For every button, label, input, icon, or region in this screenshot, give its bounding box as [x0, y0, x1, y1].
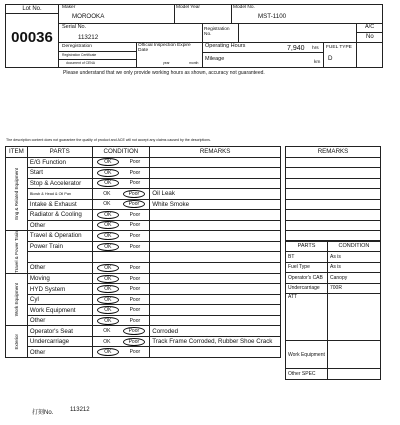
month-label: month	[189, 61, 199, 65]
condition-poor: Poor	[129, 232, 141, 239]
condition-poor: Poor	[129, 349, 141, 356]
remarks-line-cell	[286, 157, 381, 168]
condition-ok: OK	[97, 169, 119, 177]
remark	[150, 273, 281, 284]
part-name: Intake & Exhaust	[27, 199, 92, 210]
condition-cell	[92, 168, 150, 179]
remark	[150, 241, 281, 252]
v6	[136, 42, 137, 68]
condition-cell	[92, 157, 150, 168]
condition-cell	[92, 273, 150, 284]
condition-poor: Poor	[129, 211, 141, 218]
condition-ok: OK	[97, 285, 119, 293]
remark	[150, 305, 281, 316]
condition-ok: OK	[97, 179, 119, 187]
item-group-label: Exterior	[13, 333, 19, 350]
inspection-label: Official Inspection Expire Date	[138, 43, 191, 53]
remarks-line-cell	[286, 210, 381, 221]
maker-value: MOROOKA	[72, 13, 105, 20]
spec-part: BT	[286, 252, 328, 263]
condition-cell	[92, 189, 150, 200]
remark: Oil Leak	[150, 189, 281, 200]
remarks-line	[286, 199, 381, 210]
remark	[150, 315, 281, 326]
spec-condition	[327, 341, 380, 369]
table-row	[6, 199, 281, 210]
remark	[150, 168, 281, 179]
condition-cell	[92, 305, 150, 316]
condition-cell	[92, 231, 150, 242]
spec-condition: 700R	[327, 283, 380, 294]
condition-ok: OK	[97, 232, 119, 240]
condition-ok: OK	[97, 221, 119, 229]
serial-value: 113212	[78, 34, 99, 41]
maker-label: Maker	[62, 5, 76, 10]
part-name: Radiator & Cooling	[27, 210, 92, 221]
remarks-line	[286, 157, 381, 168]
fuel-label: FUEL TYPE	[326, 45, 352, 50]
notice-hours: Please understand that we only provide working hours as shown, accuracy not guaranteed.	[63, 70, 265, 76]
part-name: E/G Function	[27, 157, 92, 168]
remark	[150, 263, 281, 274]
table-row	[6, 210, 281, 221]
part-name: Stop & Accelerator	[27, 178, 92, 189]
spec-condition: Canopy	[327, 273, 380, 284]
lot-box	[5, 4, 59, 68]
part-name: Other	[27, 220, 92, 231]
col-parts: PARTS	[27, 147, 92, 158]
spec-col-parts: PARTS	[286, 241, 328, 252]
condition-cell	[92, 263, 150, 274]
condition-cell	[92, 326, 150, 337]
remark	[150, 210, 281, 221]
dereg-div2	[59, 59, 136, 60]
remarks-line-cell	[286, 178, 381, 189]
model-no-value: MST-1100	[258, 13, 287, 20]
spec-row	[286, 252, 381, 263]
table-row	[6, 326, 281, 337]
remark	[150, 220, 281, 231]
remark: Track Frame Corroded, Rubber Shoe Crack	[150, 336, 281, 347]
condition-ok: OK	[97, 306, 119, 314]
table-row	[6, 189, 281, 200]
part-name: Undercarriage	[27, 336, 92, 347]
v3	[202, 23, 203, 42]
table-row	[6, 168, 281, 179]
km-unit: km	[314, 60, 321, 65]
remarks-line	[286, 220, 381, 231]
condition-cell	[92, 178, 150, 189]
spec-part: Operator's CAB	[286, 273, 328, 284]
table-row	[6, 294, 281, 305]
dereg-div1	[59, 51, 136, 52]
condition-poor: Poor	[129, 169, 141, 176]
spec-row	[286, 262, 381, 273]
spec-part: ATT	[286, 294, 328, 341]
part-name: Other	[27, 347, 92, 358]
condition-ok: OK	[97, 211, 119, 219]
spec-row	[286, 273, 381, 284]
condition-poor: Poor	[129, 264, 141, 271]
model-no-label: Model No.	[233, 5, 255, 10]
spec-condition: As is	[327, 252, 380, 263]
row1-divider	[59, 23, 383, 24]
condition-ok: OK	[97, 348, 119, 356]
lot-label: Lot No.	[6, 5, 58, 14]
doc-cena-label: document of CENA	[66, 61, 96, 65]
condition-cell	[92, 315, 150, 326]
condition-poor: Poor	[129, 159, 141, 166]
spec-row	[286, 341, 381, 369]
part-name: Other	[27, 315, 92, 326]
remarks-line	[286, 210, 381, 221]
condition-ok: OK	[103, 190, 111, 197]
table-row	[6, 336, 281, 347]
v1	[174, 4, 175, 23]
table-row	[6, 178, 281, 189]
remarks-line	[286, 189, 381, 200]
condition-ok: OK	[97, 264, 119, 272]
op-hours-value: 7,940	[287, 45, 305, 52]
condition-cell	[92, 199, 150, 210]
condition-ok: OK	[97, 317, 119, 325]
condition-ok: OK	[97, 158, 119, 166]
ac-divider	[356, 32, 383, 33]
ac-label: A/C	[365, 24, 375, 30]
part-name: Cyl	[27, 294, 92, 305]
table-row	[6, 241, 281, 252]
remark	[150, 252, 281, 263]
remark	[150, 284, 281, 295]
condition-ok: OK	[103, 338, 111, 345]
ac-value: No	[366, 34, 374, 40]
op-hours-label: Operating Hours	[205, 43, 246, 49]
spec-condition: As is	[327, 262, 380, 273]
hrs-unit: hrs	[312, 46, 319, 51]
part-name: HYD System	[27, 284, 92, 295]
notice-disclaimer: The description content does not guarantee the quality of product and ACE will not accept any claims caused by the descriptions.	[6, 138, 211, 142]
condition-cell	[92, 210, 150, 221]
condition-poor: Poor	[129, 307, 141, 314]
part-name: Blowb & Head & Oil Pan	[27, 189, 92, 200]
spec-part: Other SPEC	[286, 369, 328, 380]
v7	[202, 42, 203, 68]
v8	[323, 42, 324, 68]
condition-ok: OK	[97, 275, 119, 283]
spec-part: Undercarriage	[286, 283, 328, 294]
condition-poor: Poor	[129, 243, 141, 250]
table-row	[6, 284, 281, 295]
condition-cell	[92, 241, 150, 252]
item-group-label: Travel & Power Train	[13, 231, 19, 273]
remarks-line	[286, 178, 381, 189]
condition-poor: Poor	[123, 200, 145, 208]
part-name: Start	[27, 168, 92, 179]
condition-poor: Poor	[129, 222, 141, 229]
remark	[150, 294, 281, 305]
condition-cell	[92, 336, 150, 347]
spec-condition	[327, 369, 380, 380]
spec-col-condition: CONDITION	[327, 241, 380, 252]
table-row	[6, 157, 281, 168]
part-name	[27, 252, 92, 263]
col-condition: CONDITION	[92, 147, 150, 158]
serial-label: Serial No.	[62, 24, 87, 30]
remark	[150, 157, 281, 168]
v2	[231, 4, 232, 23]
condition-poor: Poor	[129, 317, 141, 324]
table-row	[6, 305, 281, 316]
condition-poor: Poor	[129, 275, 141, 282]
item-group-label: Eng & Related Equipment	[13, 167, 19, 220]
condition-poor: Poor	[123, 190, 145, 198]
registration-label: Registration No.	[204, 27, 230, 37]
hours-divider	[202, 52, 323, 53]
fuel-value: D	[328, 55, 333, 62]
reg-cert-label: Registration Certificate	[62, 53, 97, 57]
deregistration-label: Deregistration	[62, 44, 92, 49]
remark: White Smoke	[150, 199, 281, 210]
condition-cell	[92, 252, 150, 263]
condition-poor: Poor	[129, 180, 141, 187]
part-name: Travel & Operation	[27, 231, 92, 242]
part-name: Work Equipment	[27, 305, 92, 316]
spec-condition	[327, 294, 380, 341]
condition-poor: Poor	[123, 327, 145, 335]
spec-row	[286, 294, 381, 341]
col-remarks: REMARKS	[150, 147, 281, 158]
right-remarks-label: REMARKS	[286, 147, 381, 158]
condition-cell	[92, 294, 150, 305]
mileage-label: Mileage	[205, 56, 225, 62]
remarks-line-cell	[286, 189, 381, 200]
remarks-line-cell	[286, 199, 381, 210]
remark	[150, 347, 281, 358]
col-item: ITEM	[6, 147, 28, 158]
part-name: Operator's Seat	[27, 326, 92, 337]
part-name: Power Train	[27, 241, 92, 252]
table-row	[6, 252, 281, 263]
remarks-line-cell	[286, 168, 381, 179]
condition-cell	[92, 284, 150, 295]
condition-ok: OK	[97, 243, 119, 251]
remarks-line	[286, 168, 381, 179]
item-group-label: Work Equipment	[13, 283, 19, 317]
year-label: year	[163, 61, 170, 65]
part-name: Moving	[27, 273, 92, 284]
v5	[356, 23, 357, 68]
table-row	[6, 315, 281, 326]
table-row	[6, 231, 281, 242]
spec-part: Fuel Type	[286, 262, 328, 273]
condition-poor: Poor	[123, 338, 145, 346]
remark	[150, 178, 281, 189]
condition-cell	[92, 347, 150, 358]
condition-ok: OK	[97, 296, 119, 304]
part-name: Other	[27, 263, 92, 274]
condition-poor: Poor	[129, 296, 141, 303]
spec-part: Work Equipment	[286, 341, 328, 369]
condition-cell	[92, 220, 150, 231]
footer-label: 打刻No.	[32, 410, 54, 416]
model-year-label: Model Year	[176, 5, 201, 10]
remarks-line-cell	[286, 220, 381, 231]
table-row	[6, 263, 281, 274]
lot-value: 00036	[11, 29, 53, 46]
table-row	[6, 273, 281, 284]
condition-poor: Poor	[129, 286, 141, 293]
condition-ok: OK	[103, 328, 111, 335]
spec-row	[286, 369, 381, 380]
spec-row	[286, 283, 381, 294]
v4	[238, 23, 239, 42]
remark: Corroded	[150, 326, 281, 337]
footer-value: 113212	[70, 407, 90, 413]
remark	[150, 231, 281, 242]
condition-ok: OK	[103, 201, 111, 208]
table-row	[6, 220, 281, 231]
table-row	[6, 347, 281, 358]
